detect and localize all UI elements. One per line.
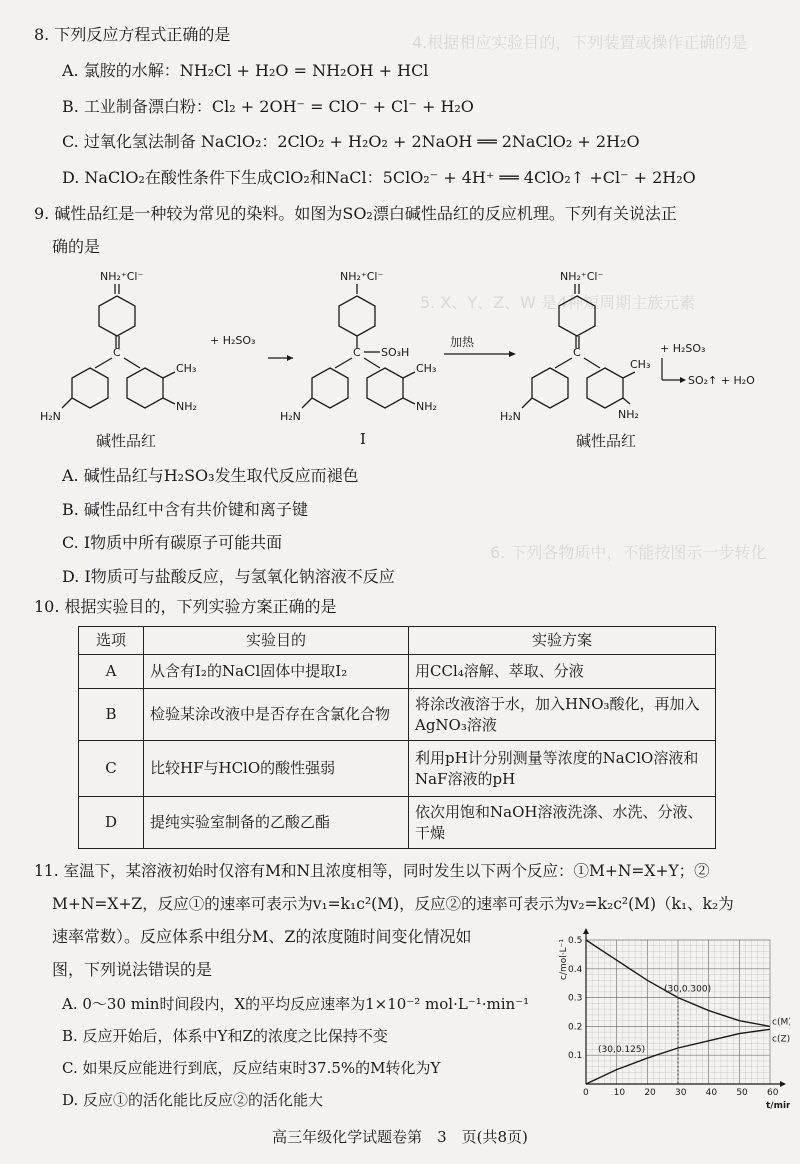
side-products bbox=[658, 340, 788, 390]
series-cM-label: c(M) bbox=[772, 1017, 790, 1028]
group-sulfonic: SO₃H bbox=[381, 346, 410, 359]
group-amino-left: H₂N bbox=[40, 410, 61, 423]
table-row bbox=[79, 689, 716, 741]
chart-axes bbox=[583, 928, 786, 1087]
row-goal: 从含有I₂的NaCl固体中提取I₂ bbox=[144, 655, 409, 689]
label-compound-i: I bbox=[360, 430, 366, 448]
group-methyl: CH₃ bbox=[416, 362, 437, 375]
group-methyl: CH₃ bbox=[176, 362, 197, 375]
row-goal: 检验某涂改液中是否存在含氯化合物 bbox=[144, 689, 409, 741]
row-goal: 比较HF与HClO的酸性强弱 bbox=[144, 741, 409, 797]
row-option: C bbox=[79, 741, 144, 797]
q11-option-c: C. 如果反应能进行到底，反应结束时37.5%的M转化为Y bbox=[62, 1059, 441, 1077]
row-plan: 依次用饱和NaOH溶液洗涤、水洗、分液、干燥 bbox=[409, 797, 716, 849]
x-tick-label: 20 bbox=[644, 1088, 656, 1098]
structure-basic-fuchsin-left bbox=[40, 268, 220, 438]
q8-option-a: A. 氯胺的水解：NH₂Cl + H₂O = NH₂OH + HCl bbox=[62, 61, 429, 80]
reagent-h2so3-1: + H₂SO₃ bbox=[210, 334, 256, 347]
y-tick-label: 0.4 bbox=[568, 964, 583, 975]
q9-option-a: A. 碱性品红与H₂SO₃发生取代反应而褪色 bbox=[62, 466, 359, 485]
group-amino-left: H₂N bbox=[500, 410, 521, 423]
row-option: A bbox=[79, 655, 144, 689]
q9-stem-line1: 9. 碱性品红是一种较为常见的染料。如图为SO₂漂白碱性品红的反应机理。下列有关说法正 bbox=[34, 204, 677, 223]
annotation-point-m: (30,0.300) bbox=[664, 984, 712, 995]
q9-option-b: B. 碱性品红中含有共价键和离子键 bbox=[62, 500, 308, 519]
structure-basic-fuchsin-right bbox=[500, 268, 660, 438]
x-tick-label: 40 bbox=[705, 1088, 718, 1098]
group-amino-right: NH₂ bbox=[416, 400, 437, 413]
q11-line3: 速率常数）。反应体系中组分M、Z的浓度随时间变化情况如 bbox=[52, 927, 472, 946]
row-goal: 提纯实验室制备的乙酸乙酯 bbox=[144, 797, 409, 849]
row-plan: 用CCl₄溶解、萃取、分液 bbox=[409, 655, 716, 689]
group-amino-right: NH₂ bbox=[618, 408, 639, 421]
svg-text:C: C bbox=[113, 346, 121, 359]
table-row bbox=[79, 655, 716, 689]
x-tick-label: 50 bbox=[736, 1088, 748, 1098]
group-iminium: NH₂⁺Cl⁻ bbox=[340, 270, 384, 283]
q8-option-b: B. 工业制备漂白粉：Cl₂ + 2OH⁻ = ClO⁻ + Cl⁻ + H₂O bbox=[62, 97, 474, 116]
row-option: D bbox=[79, 797, 144, 849]
series-cZ-label: c(Z) bbox=[772, 1034, 790, 1045]
header-plan: 实验方案 bbox=[409, 627, 716, 655]
products-so2-water: SO₂↑ + H₂O bbox=[688, 374, 755, 387]
label-basic-fuchsin-left: 碱性品红 bbox=[96, 432, 157, 450]
q11-line2: M+N=X+Z，反应①的速率可表示为v₁=k₁c²(M)，反应②的速率可表示为v₂=k₂c²(M)（k₁、k₂为 bbox=[52, 895, 734, 913]
y-axis-arrow bbox=[583, 928, 589, 934]
x-tick-label: 10 bbox=[613, 1088, 626, 1098]
group-iminium: NH₂⁺Cl⁻ bbox=[100, 270, 144, 283]
header-option: 选项 bbox=[79, 627, 144, 655]
x-tick-label: 0 bbox=[583, 1088, 589, 1098]
y-tick-label: 0.2 bbox=[568, 1022, 583, 1033]
group-amino-left: H₂N bbox=[280, 410, 301, 423]
bleed-through-text: 4.根据相应实验目的，下列装置或操作正确的是 bbox=[412, 33, 748, 52]
y-axis-label: c/mol·L⁻¹ bbox=[559, 939, 569, 980]
y-tick-label: 0.5 bbox=[568, 936, 583, 946]
bleed-through-text: 5. X、Y、Z、W 是4种短周期主族元素 bbox=[420, 293, 696, 312]
q11-option-d: D. 反应①的活化能比反应②的活化能大 bbox=[62, 1091, 324, 1109]
q8-option-d: D. NaClO₂在酸性条件下生成ClO₂和NaCl：5ClO₂⁻ + 4H⁺ ══ 4ClO₂↑ +Cl⁻ + 2H₂O bbox=[62, 168, 696, 187]
page-footer: 高三年级化学试题卷第 3 页(共8页) bbox=[272, 1128, 528, 1146]
row-plan: 将涂改液溶于水，加入HNO₃酸化，再加入AgNO₃溶液 bbox=[409, 689, 716, 741]
reagent-h2so3-2: + H₂SO₃ bbox=[660, 342, 706, 355]
svg-text:C: C bbox=[353, 346, 361, 359]
group-methyl: CH₃ bbox=[630, 358, 651, 371]
header-goal: 实验目的 bbox=[144, 627, 409, 655]
q9-option-c: C. I物质中所有碳原子可能共面 bbox=[62, 533, 283, 552]
q11-line1: 11. 室温下，某溶液初始时仅溶有M和N且浓度相等，同时发生以下两个反应：①M+N=X+Y；② bbox=[34, 862, 710, 880]
svg-text:C: C bbox=[573, 346, 581, 359]
label-basic-fuchsin-right: 碱性品红 bbox=[576, 432, 637, 450]
table-row bbox=[79, 797, 716, 849]
y-tick-label: 0.3 bbox=[568, 993, 583, 1004]
group-amino-right: NH₂ bbox=[176, 400, 197, 413]
q11-line4: 图，下列说法错误的是 bbox=[52, 960, 213, 979]
heat-label: 加热 bbox=[450, 335, 475, 349]
x-tick-label: 60 bbox=[767, 1088, 779, 1098]
q9-stem-line2: 确的是 bbox=[52, 237, 101, 256]
x-axis-arrow bbox=[780, 1081, 786, 1087]
table-header-row bbox=[79, 627, 716, 655]
table-row bbox=[79, 741, 716, 797]
x-axis-label: t/min bbox=[766, 1101, 790, 1111]
group-iminium: NH₂⁺Cl⁻ bbox=[560, 270, 604, 283]
row-plan: 利用pH计分别测量等浓度的NaClO溶液和NaF溶液的pH bbox=[409, 741, 716, 797]
q10-experiment-table bbox=[78, 626, 716, 849]
concentration-time-chart bbox=[556, 926, 790, 1116]
y-tick-label: 0.1 bbox=[568, 1051, 583, 1062]
annotation-point-z: (30,0.125) bbox=[598, 1045, 646, 1055]
q10-stem: 10. 根据实验目的，下列实验方案正确的是 bbox=[34, 597, 337, 616]
q9-option-d: D. I物质可与盐酸反应，与氢氧化钠溶液不反应 bbox=[62, 567, 395, 586]
row-option: B bbox=[79, 689, 144, 741]
bleed-through-text: 6. 下列各物质中，不能按图示一步转化 bbox=[490, 543, 767, 562]
q8-option-c: C. 过氧化氢法制备 NaClO₂：2ClO₂ + H₂O₂ + 2NaOH ══ 2NaClO₂ + 2H₂O bbox=[62, 132, 640, 151]
q8-stem: 8. 下列反应方程式正确的是 bbox=[34, 25, 231, 44]
x-tick-label: 30 bbox=[675, 1088, 687, 1098]
q11-option-a: A. 0～30 min时间段内，X的平均反应速率为1×10⁻² mol·L⁻¹·min⁻¹ bbox=[62, 995, 530, 1013]
q11-option-b: B. 反应开始后，体系中Y和Z的浓度之比保持不变 bbox=[62, 1027, 388, 1045]
